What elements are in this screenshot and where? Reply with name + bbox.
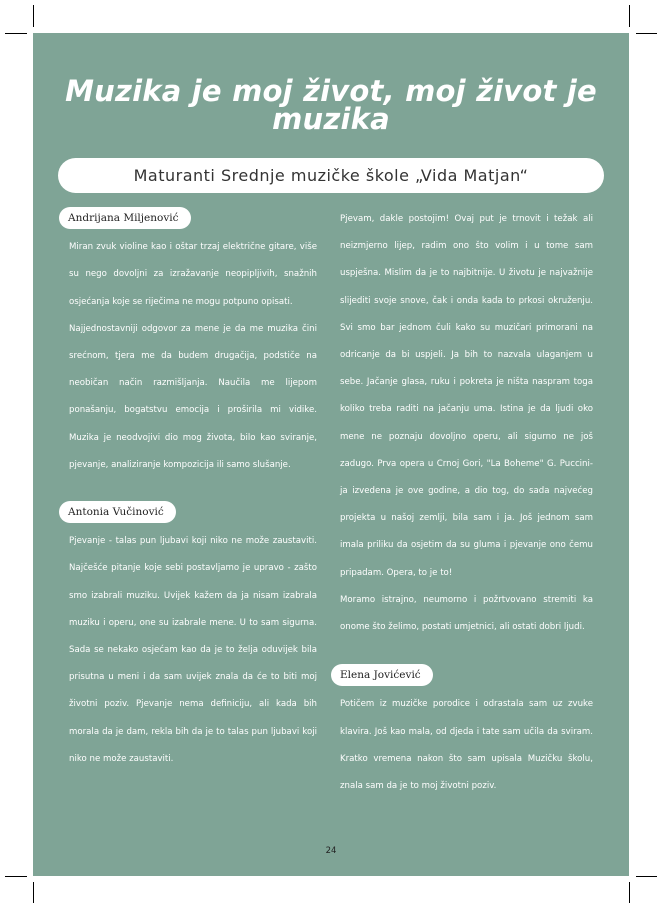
crop-mark	[636, 33, 657, 34]
crop-mark	[636, 876, 657, 877]
paragraph: Potičem iz muzičke porodice i odrastala sam uz zvuke klavira. Još kao mala, od djeda i tate sam učila da sviram. Kratko vremena nakon što sam upisala Muzičku školu, znala sam da je to moj životni poziv.	[340, 699, 593, 792]
crop-mark	[629, 5, 630, 27]
subtitle-banner	[58, 158, 604, 193]
crop-mark	[629, 882, 630, 903]
paragraph: Pjevam, dakle postojim! Ovaj put je trnovit i težak ali neizmjerno lijep, radim ono što volim i u tome sam uspješna. Mislim da je to najbitnije. U životu je najvažnije slijediti svoje snove, čak i onda kada to prkosi okruženju. Svi smo bar jednom čuli kako su muzičari primorani na odricanje da bi uspjeli. Ja bih to nazvala ulaganjem u sebe. Jačanje glasa, ruku i pokreta je ništa naspram toga koliko treba raditi na jačanju uma. Istina je da ljudi oko mene ne poznaju dovoljno operu, ali sigurno ne još zadugo. Prva opera u Crnoj Gori, "La Boheme" G. Puccini-ja izvedena je ove godine, a dio tog, do sada najvećeg projekta u našoj zemlji, bila sam i ja. Još jednom sam imala priliku da osjetim da su gluma i pjevanje ono čemu pripadam. Opera, to je to!	[340, 214, 593, 578]
crop-mark	[33, 882, 34, 903]
page-number: 24	[325, 846, 337, 856]
paragraph: Najjednostavniji odgovor za mene je da me muzika čini srećnom, tjera me da budem drugačija, podstiče na neobičan način razmišljanja. Naučila me lijepom ponašanju, bogatstvu emocija i proširila mi vidike. Muzika je neodvojivi dio mog života, bilo kao sviranje, pjevanje, analiziranje kompozicija ili samo slušanje.	[69, 323, 317, 470]
paragraph: Moramo istrajno, neumorno i požrtvovano stremiti ka onome što želimo, postati umjetnici, ali ostati dobri ljudi.	[340, 594, 593, 633]
crop-mark	[33, 5, 34, 27]
magazine-page	[33, 33, 629, 876]
author-name-andrijana: Andrijana Miljenović	[59, 207, 191, 229]
paragraph: Pjevanje - talas pun ljubavi koji niko ne može zaustaviti. Najčešće pitanje koje sebi postavljamo je upravo - zašto smo izabrali muziku. Uvijek kažem da ja nisam izabrala muziku i operu, one su izabrale mene. U to sam sigurna. Sada se nekako osjećam kao da je to želja oduvijek bila prisutna u meni i da sam uvijek znala da će to biti moj životni poziv. Pjevanje nema definiciju, ali kada bih morala da je dam, rekla bih da je to talas pun ljubavi koji niko ne može zaustaviti.	[69, 536, 317, 764]
left-column	[59, 206, 317, 773]
crop-mark	[5, 33, 27, 34]
right-column	[340, 206, 593, 800]
subtitle-text: Maturanti Srednje muzičke škole „Vida Matjan“	[133, 166, 529, 185]
crop-mark	[5, 876, 27, 877]
author-name-antonia: Antonia Vučinović	[59, 501, 176, 523]
author-name-elena: Elena Jovićević	[331, 664, 433, 686]
page-title: Muzika je moj život, moj život je muzika	[65, 74, 597, 136]
paragraph: Miran zvuk violine kao i oštar trzaj električne gitare, više su nego dovoljni za izražavanje neopipljivih, snažnih osjećanja koje se riječima ne mogu potpuno opisati.	[69, 242, 317, 307]
